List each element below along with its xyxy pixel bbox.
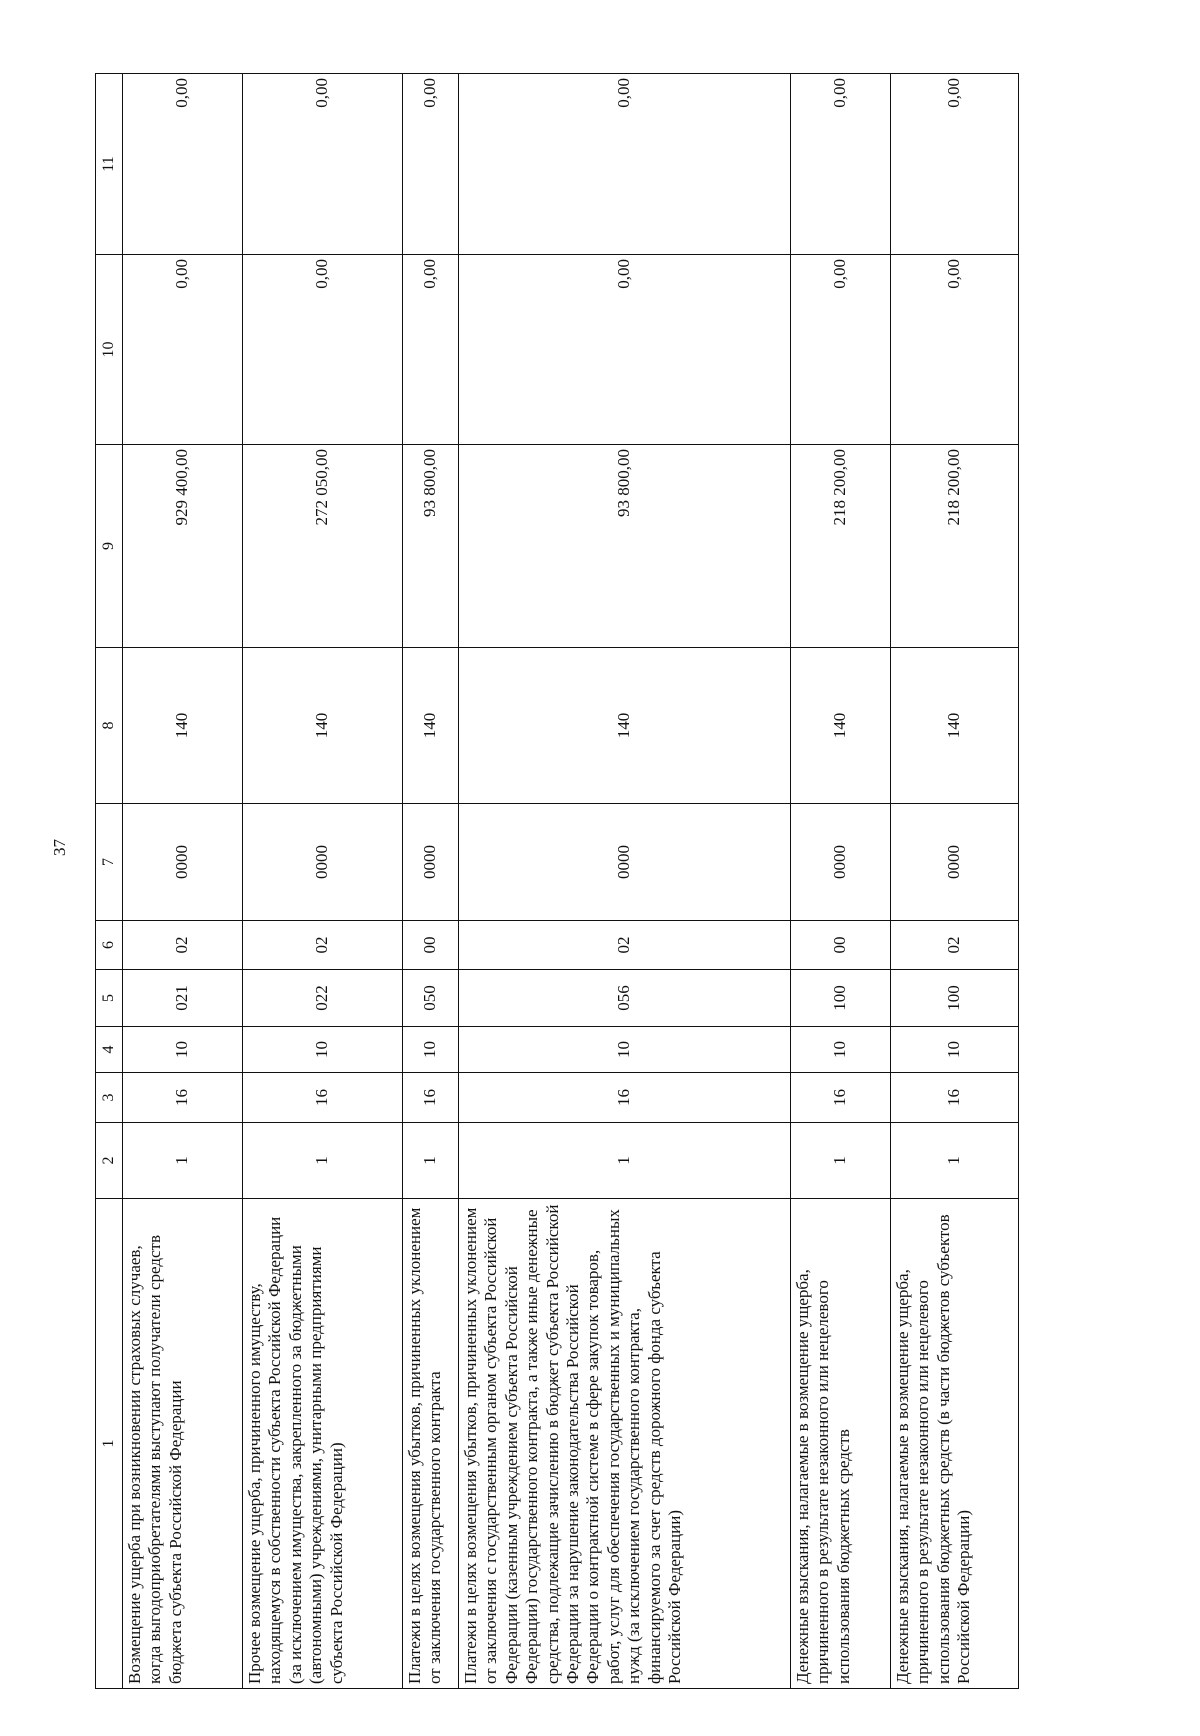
column-header: 3 bbox=[96, 1073, 123, 1123]
cell-group: 16 bbox=[123, 1073, 243, 1123]
table-row bbox=[123, 74, 243, 1689]
cell-amount-col9: 929 400,00 bbox=[123, 445, 243, 648]
cell-subgroup: 10 bbox=[403, 1027, 459, 1073]
cell-subgroup: 10 bbox=[243, 1027, 403, 1073]
cell-amount-col11: 0,00 bbox=[123, 74, 243, 255]
cell-classification: 140 bbox=[891, 648, 1019, 804]
cell-admin-code: 1 bbox=[791, 1123, 891, 1199]
budget-table bbox=[95, 73, 1019, 1689]
row-description: Возмещение ущерба при возникновении страховых случаев, когда выгодоприобретателями выступают получатели средств бюджета субъекта Российской Федерации bbox=[123, 1199, 243, 1689]
cell-amount-col11: 0,00 bbox=[891, 74, 1019, 255]
table-row bbox=[243, 74, 403, 1689]
cell-element: 00 bbox=[791, 921, 891, 970]
page-number: 37 bbox=[50, 839, 69, 856]
cell-article: 100 bbox=[791, 970, 891, 1027]
cell-amount-col9: 272 050,00 bbox=[243, 445, 403, 648]
cell-subgroup: 10 bbox=[891, 1027, 1019, 1073]
cell-amount-col9: 93 800,00 bbox=[403, 445, 459, 648]
cell-amount-col10: 0,00 bbox=[243, 255, 403, 445]
column-header: 6 bbox=[96, 921, 123, 970]
cell-admin-code: 1 bbox=[403, 1123, 459, 1199]
cell-group: 16 bbox=[891, 1073, 1019, 1123]
table-row bbox=[403, 74, 459, 1689]
row-description: Платежи в целях возмещения убытков, причиненных уклонением от заключения с государственным органом субъекта Российской Федерации (казенным учреждением субъекта Российской Федерации) государственного контракта, а также иные денежные средства, подлежащие зачислению в бюджет субъекта Российской Федерации за нарушение законодательства Российской Федерации о контрактной системе в сфере закупок товаров, работ, услуг для обеспечения государственных и муниципальных нужд (за исключением государственного контракта, финансируемого за счет средств дорожного фонда субъекта Российской Федерации) bbox=[459, 1199, 791, 1689]
cell-element: 02 bbox=[891, 921, 1019, 970]
column-header: 7 bbox=[96, 804, 123, 921]
table-row bbox=[891, 74, 1019, 1689]
cell-group: 16 bbox=[791, 1073, 891, 1123]
cell-element: 02 bbox=[243, 921, 403, 970]
cell-classification: 140 bbox=[243, 648, 403, 804]
column-header: 9 bbox=[96, 445, 123, 648]
row-description: Прочее возмещение ущерба, причиненного имуществу, находящемуся в собственности субъекта Российской Федерации (за исключением имущества, закрепленного за бюджетными (автономными) учреждениями, унитарными предприятиями субъекта Российской Федерации) bbox=[243, 1199, 403, 1689]
cell-amount-col10: 0,00 bbox=[403, 255, 459, 445]
cell-amount-col11: 0,00 bbox=[243, 74, 403, 255]
column-header: 8 bbox=[96, 648, 123, 804]
cell-subgroup: 10 bbox=[459, 1027, 791, 1073]
cell-amount-col9: 218 200,00 bbox=[791, 445, 891, 648]
cell-amount-col10: 0,00 bbox=[123, 255, 243, 445]
cell-program: 0000 bbox=[791, 804, 891, 921]
column-header: 5 bbox=[96, 970, 123, 1027]
cell-program: 0000 bbox=[243, 804, 403, 921]
table-row bbox=[459, 74, 791, 1689]
cell-amount-col11: 0,00 bbox=[459, 74, 791, 255]
cell-amount-col11: 0,00 bbox=[403, 74, 459, 255]
cell-program: 0000 bbox=[123, 804, 243, 921]
cell-program: 0000 bbox=[891, 804, 1019, 921]
cell-article: 056 bbox=[459, 970, 791, 1027]
cell-subgroup: 10 bbox=[791, 1027, 891, 1073]
cell-element: 02 bbox=[123, 921, 243, 970]
cell-admin-code: 1 bbox=[123, 1123, 243, 1199]
cell-amount-col10: 0,00 bbox=[891, 255, 1019, 445]
cell-classification: 140 bbox=[459, 648, 791, 804]
rotated-table-container bbox=[95, 74, 1067, 1689]
column-header: 10 bbox=[96, 255, 123, 445]
cell-article: 022 bbox=[243, 970, 403, 1027]
cell-article: 100 bbox=[891, 970, 1019, 1027]
cell-amount-col9: 93 800,00 bbox=[459, 445, 791, 648]
table-row bbox=[791, 74, 891, 1689]
cell-article: 021 bbox=[123, 970, 243, 1027]
column-number-row bbox=[96, 74, 123, 1689]
column-header: 11 bbox=[96, 74, 123, 255]
column-header: 2 bbox=[96, 1123, 123, 1199]
cell-element: 02 bbox=[459, 921, 791, 970]
row-description: Денежные взыскания, налагаемые в возмещение ущерба, причиненного в результате незаконного или нецелевого использования бюджетных средств (в части бюджетов субъектов Российской Федерации) bbox=[891, 1199, 1019, 1689]
row-description: Денежные взыскания, налагаемые в возмещение ущерба, причиненного в результате незаконного или нецелевого использования бюджетных средств bbox=[791, 1199, 891, 1689]
column-header: 1 bbox=[96, 1199, 123, 1689]
cell-classification: 140 bbox=[123, 648, 243, 804]
cell-amount-col10: 0,00 bbox=[459, 255, 791, 445]
column-header: 4 bbox=[96, 1027, 123, 1073]
cell-group: 16 bbox=[243, 1073, 403, 1123]
row-description: Платежи в целях возмещения убытков, причиненных уклонением от заключения государственного контракта bbox=[403, 1199, 459, 1689]
cell-program: 0000 bbox=[459, 804, 791, 921]
cell-group: 16 bbox=[459, 1073, 791, 1123]
cell-element: 00 bbox=[403, 921, 459, 970]
cell-program: 0000 bbox=[403, 804, 459, 921]
cell-subgroup: 10 bbox=[123, 1027, 243, 1073]
cell-article: 050 bbox=[403, 970, 459, 1027]
cell-amount-col9: 218 200,00 bbox=[891, 445, 1019, 648]
cell-group: 16 bbox=[403, 1073, 459, 1123]
cell-admin-code: 1 bbox=[243, 1123, 403, 1199]
cell-amount-col11: 0,00 bbox=[791, 74, 891, 255]
cell-classification: 140 bbox=[403, 648, 459, 804]
cell-classification: 140 bbox=[791, 648, 891, 804]
cell-admin-code: 1 bbox=[459, 1123, 791, 1199]
cell-admin-code: 1 bbox=[891, 1123, 1019, 1199]
cell-amount-col10: 0,00 bbox=[791, 255, 891, 445]
